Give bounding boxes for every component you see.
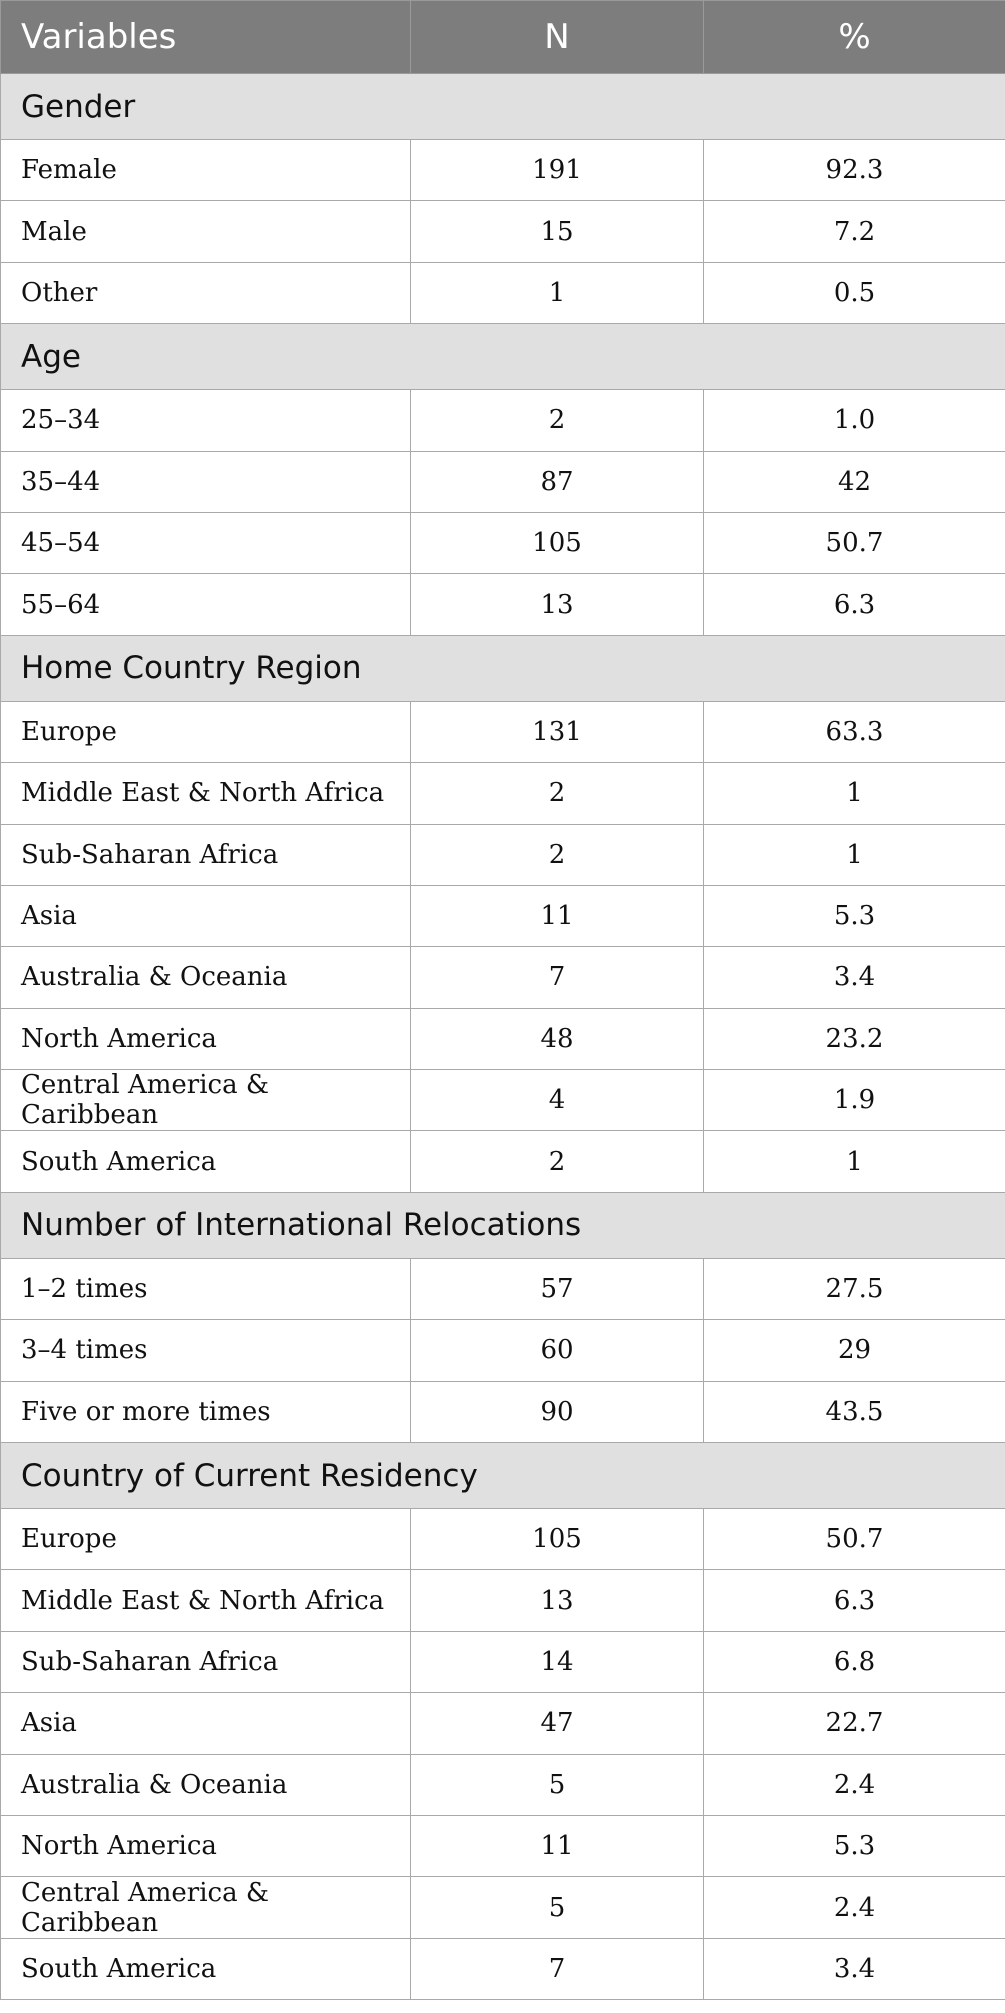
row-n-value: 7	[411, 1938, 704, 1999]
table-row	[1, 390, 1005, 451]
table-row	[1, 947, 1005, 1008]
row-percent-value: 63.3	[704, 701, 1005, 762]
row-percent-value: 2.4	[704, 1877, 1005, 1938]
table-row	[1, 701, 1005, 762]
row-label: Middle East & North Africa	[1, 1570, 411, 1631]
table-row	[1, 201, 1005, 262]
row-percent-value: 0.5	[704, 262, 1005, 323]
row-label: Other	[1, 262, 411, 323]
row-percent-value: 5.3	[704, 1815, 1005, 1876]
row-percent-value: 6.3	[704, 574, 1005, 635]
section-title: Number of International Relocations	[1, 1192, 1005, 1258]
row-percent-value: 92.3	[704, 140, 1005, 201]
table-row	[1, 574, 1005, 635]
table-row	[1, 1381, 1005, 1442]
row-n-value: 2	[411, 824, 704, 885]
row-percent-value: 1	[704, 763, 1005, 824]
row-n-value: 15	[411, 201, 704, 262]
header-n: N	[411, 1, 704, 74]
row-n-value: 5	[411, 1754, 704, 1815]
row-label: 3–4 times	[1, 1320, 411, 1381]
row-label: 1–2 times	[1, 1258, 411, 1319]
section-header-row	[1, 1443, 1005, 1509]
row-label: Asia	[1, 1693, 411, 1754]
row-percent-value: 50.7	[704, 512, 1005, 573]
row-n-value: 48	[411, 1008, 704, 1069]
row-percent-value: 1	[704, 1131, 1005, 1192]
row-label: 55–64	[1, 574, 411, 635]
row-label: Australia & Oceania	[1, 947, 411, 1008]
table-row	[1, 140, 1005, 201]
section-title: Home Country Region	[1, 635, 1005, 701]
row-label: Male	[1, 201, 411, 262]
row-label: South America	[1, 1938, 411, 1999]
row-label: North America	[1, 1008, 411, 1069]
row-label: Female	[1, 140, 411, 201]
table-row	[1, 763, 1005, 824]
table-row	[1, 1320, 1005, 1381]
table-row	[1, 1008, 1005, 1069]
row-n-value: 4	[411, 1070, 704, 1131]
section-header-row	[1, 635, 1005, 701]
row-n-value: 2	[411, 1131, 704, 1192]
table-row	[1, 1258, 1005, 1319]
row-percent-value: 3.4	[704, 1938, 1005, 1999]
row-percent-value: 50.7	[704, 1509, 1005, 1570]
table-row	[1, 1131, 1005, 1192]
row-percent-value: 1.9	[704, 1070, 1005, 1131]
row-label: 35–44	[1, 451, 411, 512]
table-body	[1, 74, 1005, 2000]
section-title: Country of Current Residency	[1, 1443, 1005, 1509]
table-header	[1, 1, 1005, 74]
row-label: Central America & Caribbean	[1, 1070, 411, 1131]
row-label: Sub-Saharan Africa	[1, 824, 411, 885]
row-percent-value: 3.4	[704, 947, 1005, 1008]
table-row	[1, 1631, 1005, 1692]
row-n-value: 131	[411, 701, 704, 762]
table-row	[1, 1938, 1005, 1999]
row-n-value: 11	[411, 1815, 704, 1876]
row-label: Europe	[1, 701, 411, 762]
header-variables: Variables	[1, 1, 411, 74]
table-row	[1, 1754, 1005, 1815]
row-n-value: 13	[411, 1570, 704, 1631]
row-percent-value: 2.4	[704, 1754, 1005, 1815]
row-n-value: 191	[411, 140, 704, 201]
table-row	[1, 1877, 1005, 1938]
table-row	[1, 885, 1005, 946]
table-row	[1, 1509, 1005, 1570]
row-label: 25–34	[1, 390, 411, 451]
row-label: Middle East & North Africa	[1, 763, 411, 824]
row-percent-value: 1	[704, 824, 1005, 885]
row-label: Australia & Oceania	[1, 1754, 411, 1815]
row-percent-value: 27.5	[704, 1258, 1005, 1319]
row-percent-value: 6.3	[704, 1570, 1005, 1631]
section-title: Age	[1, 324, 1005, 390]
row-percent-value: 43.5	[704, 1381, 1005, 1442]
row-n-value: 60	[411, 1320, 704, 1381]
table-row	[1, 1070, 1005, 1131]
row-label: North America	[1, 1815, 411, 1876]
row-percent-value: 23.2	[704, 1008, 1005, 1069]
row-percent-value: 42	[704, 451, 1005, 512]
row-n-value: 7	[411, 947, 704, 1008]
row-n-value: 2	[411, 763, 704, 824]
row-n-value: 57	[411, 1258, 704, 1319]
header-percent: %	[704, 1, 1005, 74]
row-label: South America	[1, 1131, 411, 1192]
row-percent-value: 1.0	[704, 390, 1005, 451]
row-n-value: 11	[411, 885, 704, 946]
table-row	[1, 512, 1005, 573]
row-label: Five or more times	[1, 1381, 411, 1442]
row-n-value: 13	[411, 574, 704, 635]
row-label: Asia	[1, 885, 411, 946]
table-row	[1, 1693, 1005, 1754]
row-percent-value: 22.7	[704, 1693, 1005, 1754]
table-row	[1, 451, 1005, 512]
header-row	[1, 1, 1005, 74]
row-n-value: 5	[411, 1877, 704, 1938]
row-n-value: 87	[411, 451, 704, 512]
table-row	[1, 824, 1005, 885]
row-n-value: 105	[411, 1509, 704, 1570]
row-n-value: 105	[411, 512, 704, 573]
row-label: Sub-Saharan Africa	[1, 1631, 411, 1692]
section-header-row	[1, 1192, 1005, 1258]
table-row	[1, 1570, 1005, 1631]
table-row	[1, 262, 1005, 323]
row-label: Europe	[1, 1509, 411, 1570]
row-n-value: 14	[411, 1631, 704, 1692]
row-n-value: 47	[411, 1693, 704, 1754]
section-header-row	[1, 324, 1005, 390]
row-n-value: 2	[411, 390, 704, 451]
row-n-value: 90	[411, 1381, 704, 1442]
table-row	[1, 1815, 1005, 1876]
row-percent-value: 5.3	[704, 885, 1005, 946]
row-n-value: 1	[411, 262, 704, 323]
row-percent-value: 29	[704, 1320, 1005, 1381]
row-label: Central America & Caribbean	[1, 1877, 411, 1938]
row-percent-value: 7.2	[704, 201, 1005, 262]
section-header-row	[1, 74, 1005, 140]
row-percent-value: 6.8	[704, 1631, 1005, 1692]
row-label: 45–54	[1, 512, 411, 573]
section-title: Gender	[1, 74, 1005, 140]
